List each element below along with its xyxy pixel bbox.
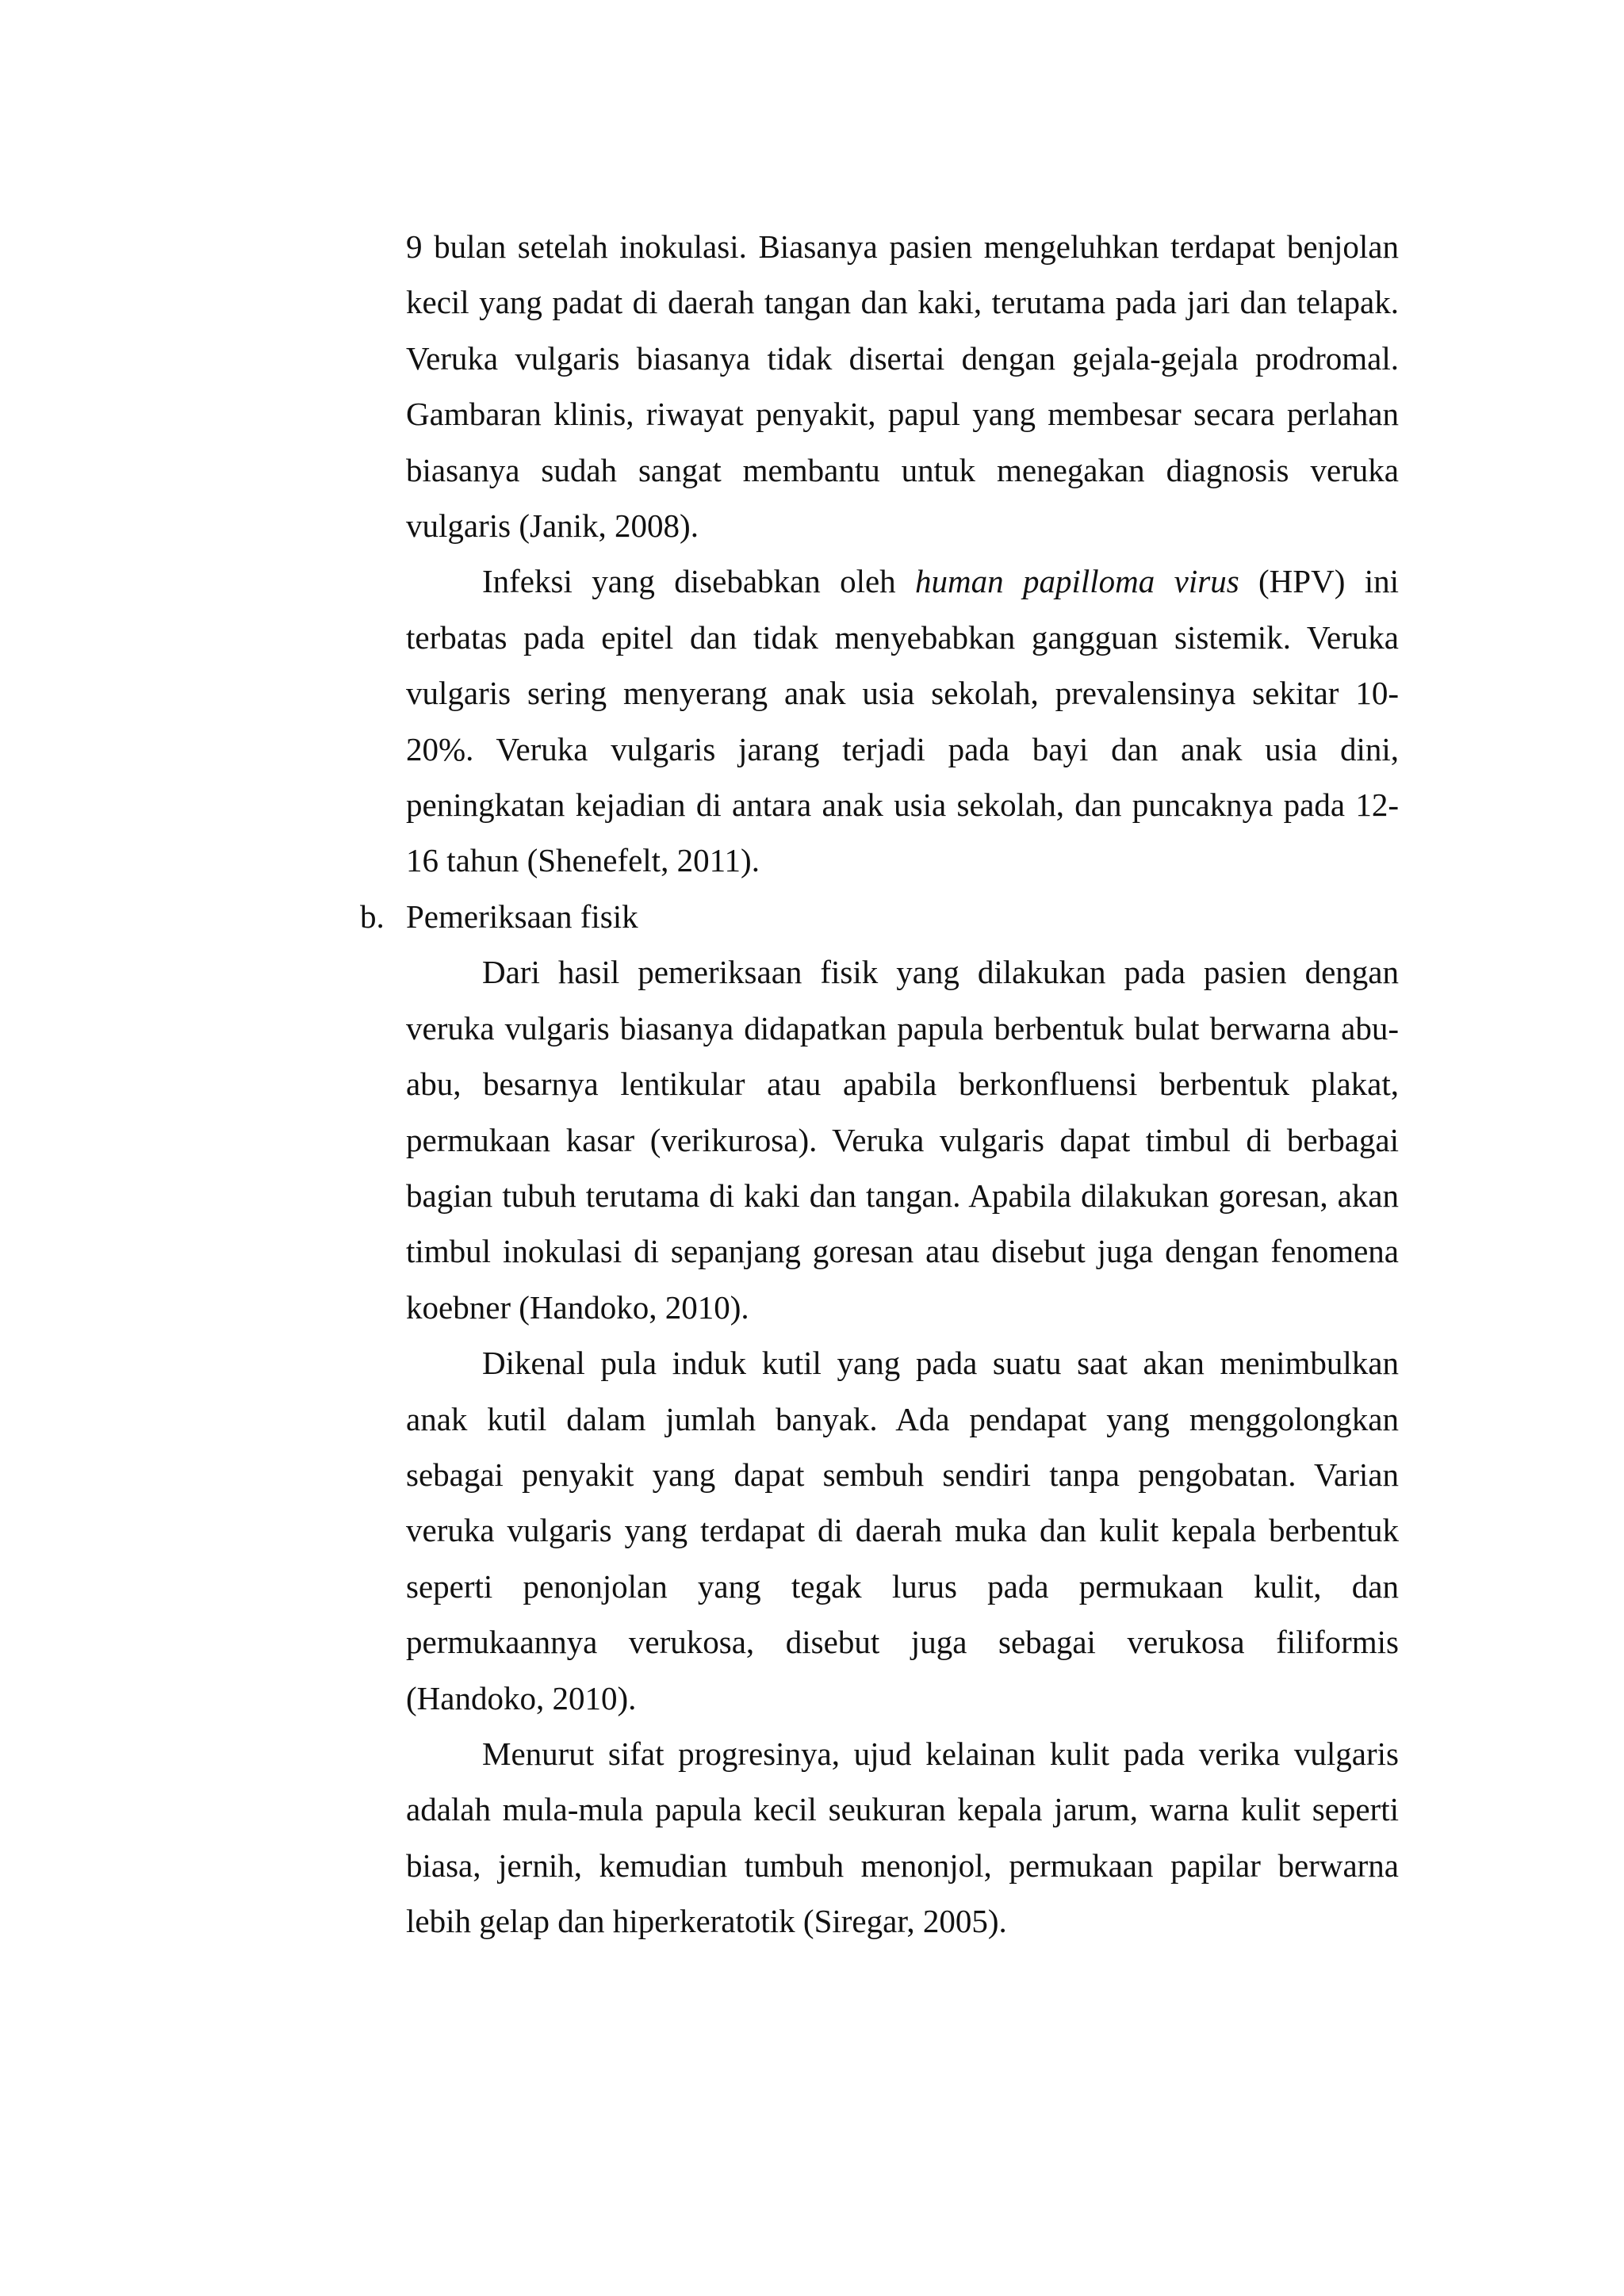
section-heading bbox=[360, 889, 1399, 944]
paragraph-hpv-start: Infeksi yang disebabkan oleh bbox=[482, 563, 916, 600]
section-marker: b. bbox=[360, 897, 385, 935]
body-text bbox=[360, 219, 1399, 1950]
paragraph-continuation: 9 bulan setelah inokulasi. Biasanya pasien mengeluhkan terdapat benjolan kecil yang padat di daerah tangan dan kaki, terutama pada jari dan telapak. Veruka vulgaris biasanya tidak disertai dengan gejala-gejala prodromal. Gambaran klinis, riwayat penyakit, papul yang membesar secara perlahan biasanya sudah sangat membantu untuk menegakan diagnosis veruka vulgaris (Janik, 2008). bbox=[406, 228, 1399, 545]
paragraph-progresi: Menurut sifat progresinya, ujud kelainan kulit pada verika vulgaris adalah mula-mula papula kecil seukuran kepala jarum, warna kulit seperti biasa, jernih, kemudian tumbuh menonjol, permukaan papilar berwarna lebih gelap dan hiperkeratotik (Siregar, 2005). bbox=[406, 1735, 1399, 1940]
italic-term: human papilloma virus bbox=[915, 563, 1239, 600]
paragraph-hpv-end: (HPV) ini terbatas pada epitel dan tidak menyebabkan gangguan sistemik. Veruka vulgaris sering menyerang anak usia sekolah, prevalensinya sekitar 10-20%. Veruka vulgaris jarang terjadi pada bayi dan anak usia dini, peningkatan kejadian di antara anak usia sekolah, dan puncaknya pada 12-16 tahun (Shenefelt, 2011). bbox=[406, 563, 1399, 879]
paragraph-physical-exam: Dari hasil pemeriksaan fisik yang dilakukan pada pasien dengan veruka vulgaris biasanya didapatkan papula berbentuk bulat berwarna abu-abu, besarnya lentikular atau apabila berkonfluensi berbentuk plakat, permukaan kasar (verikurosa). Veruka vulgaris dapat timbul di berbagai bagian tubuh terutama di kaki dan tangan. Apabila dilakukan goresan, akan timbul inokulasi di sepanjang goresan atau disebut juga dengan fenomena koebner (Handoko, 2010). bbox=[406, 954, 1399, 1326]
section-title: Pemeriksaan fisik bbox=[406, 897, 638, 935]
paragraph-induk-kutil: Dikenal pula induk kutil yang pada suatu saat akan menimbulkan anak kutil dalam jumlah banyak. Ada pendapat yang menggolongkan sebagai penyakit yang dapat sembuh sendiri tanpa pengobatan. Varian veruka vulgaris yang terdapat di daerah muka dan kulit kepala berbentuk seperti penonjolan yang tegak lurus pada permukaan kulit, dan permukaannya verukosa, disebut juga sebagai verukosa filiformis (Handoko, 2010). bbox=[406, 1345, 1399, 1716]
paragraph-hpv bbox=[406, 553, 1399, 888]
